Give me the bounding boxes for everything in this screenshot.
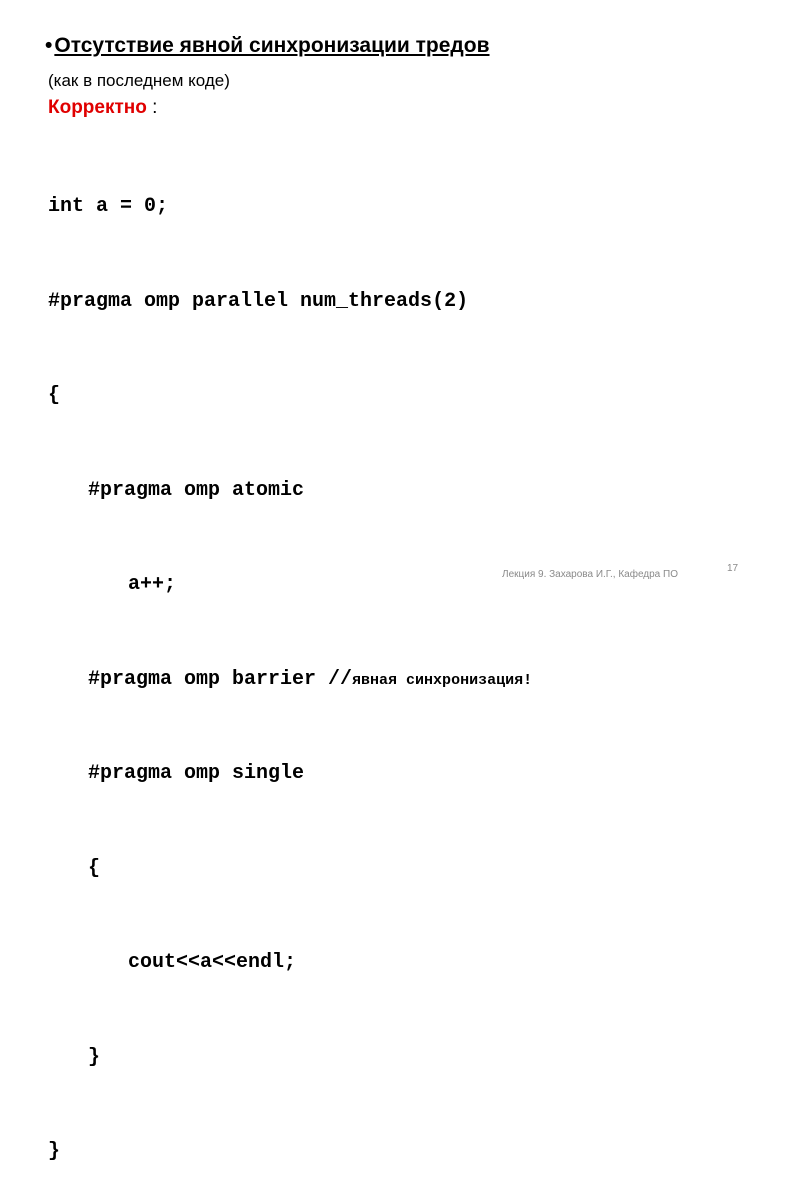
heading — [45, 34, 490, 58]
code-line-9: cout<<a<<endl; — [128, 951, 297, 974]
subtitle: (как в последнем коде) — [48, 71, 230, 90]
footer-text: Лекция 9. Захарова И.Г., Кафедра ПО — [502, 569, 678, 580]
code-line-10: } — [88, 1045, 101, 1069]
heading-text: Отсутствие явной синхронизации тредов — [54, 34, 490, 57]
bullet-icon: • — [45, 34, 53, 57]
code-line-5: a++; — [128, 573, 177, 596]
correct-label — [48, 97, 157, 119]
code-line-6-comment: явная синхронизация! — [352, 671, 533, 689]
code-line-11: } — [48, 1140, 61, 1163]
code-line-3: { — [48, 384, 61, 407]
code-line-6 — [48, 664, 532, 696]
page-number: 17 — [727, 563, 739, 574]
code-line-1: int a = 0; — [48, 195, 169, 218]
correct-word: Корректно — [48, 97, 147, 118]
code-line-6-code: #pragma omp barrier // — [88, 667, 353, 691]
code-line-4: #pragma omp atomic — [88, 478, 305, 502]
code-line-2: #pragma omp parallel num_threads(2) — [48, 289, 469, 313]
correct-suffix: : — [146, 97, 158, 118]
code-line-8: { — [88, 856, 101, 880]
code-line-7: #pragma omp single — [88, 762, 305, 785]
code-block — [48, 128, 532, 1200]
